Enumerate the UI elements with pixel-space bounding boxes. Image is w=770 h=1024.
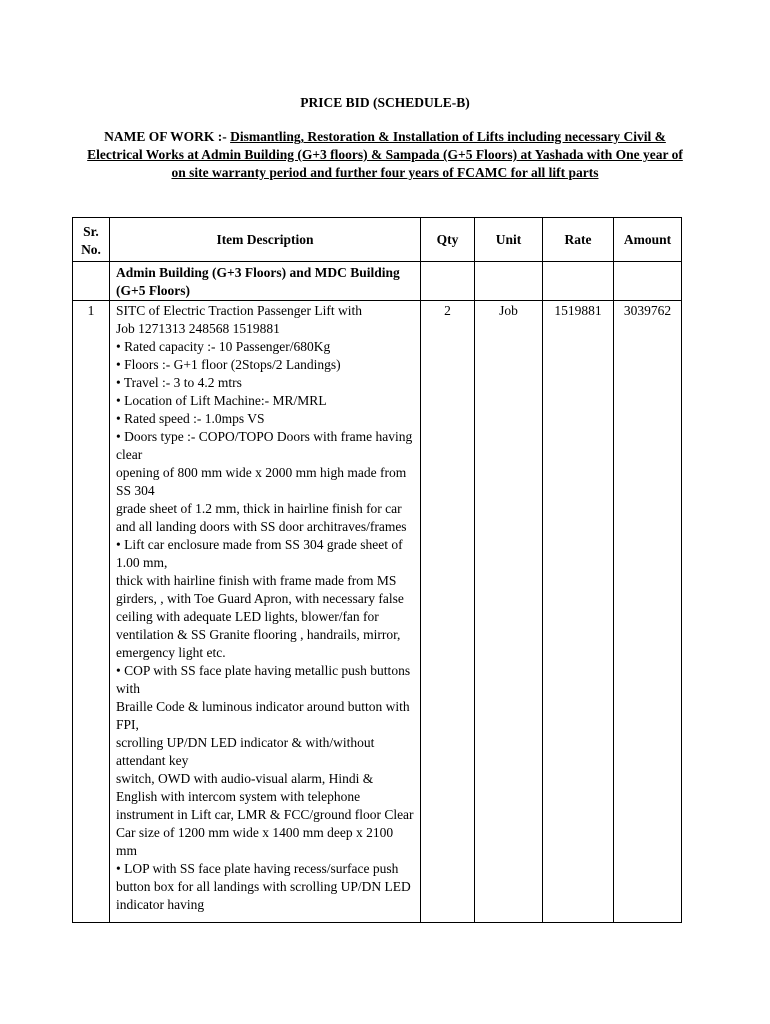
name-of-work-label: NAME OF WORK [104,129,215,144]
name-of-work-text: Dismantling, Restoration & Installation of Lifts including necessary Civil & Electrical Works at Admin Building (G+3 floors) & Sampada (G+5 Floors) at Yashada with One year of on site warranty period and further four years of FCAMC for all lift parts [87,129,683,180]
section-heading: Admin Building (G+3 Floors) and MDC Building (G+5 Floors) [110,262,421,301]
item-description [110,301,421,923]
table-header-row [73,218,682,262]
section-rate-cell [543,262,614,301]
section-qty-cell [421,262,475,301]
description-line: • LOP with SS face plate having recess/surface push button box for all landings with scrolling UP/DN LED indicator having [116,861,411,912]
item-qty: 2 [421,301,475,923]
description-line: • COP with SS face plate having metallic push buttons with [116,663,411,696]
item-amount: 3039762 [614,301,682,923]
description-line: • Lift car enclosure made from SS 304 grade sheet of 1.00 mm, [116,537,403,570]
header-unit: Unit [475,218,543,262]
description-line: • Floors :- G+1 floor (2Stops/2 Landings) [116,357,341,372]
header-qty: Qty [421,218,475,262]
description-line: • Location of Lift Machine:- MR/MRL [116,393,327,408]
name-of-work-separator: :- [214,129,231,144]
description-line: • Rated speed :- 1.0mps VS [116,411,265,426]
description-line: Job 1271313 248568 1519881 [116,321,280,336]
section-amount-cell [614,262,682,301]
description-line: • Travel :- 3 to 4.2 mtrs [116,375,242,390]
section-sr-cell [73,262,110,301]
description-line: • Rated capacity :- 10 Passenger/680Kg [116,339,331,354]
section-heading-row [73,262,682,301]
item-rate: 1519881 [543,301,614,923]
header-rate: Rate [543,218,614,262]
section-unit-cell [475,262,543,301]
header-sr-no: Sr. No. [73,218,110,262]
description-line: switch, OWD with audio-visual alarm, Hindi & English with intercom system with telephone instrument in Lift car, LMR & FCC/ground floor Clear Car size of 1200 mm wide x 1400 mm deep x 2100 mm [116,771,414,858]
description-line: thick with hairline finish with frame made from MS girders, , with Toe Guard Apron, with necessary false ceiling with adequate LED lights, blower/fan for ventilation & SS Granite flooring , handrails, mirror, emergency light etc. [116,573,404,660]
description-line: • Doors type :- COPO/TOPO Doors with frame having clear [116,429,413,462]
description-line: Braille Code & luminous indicator around button with FPI, [116,699,410,732]
table-row [73,301,682,923]
description-line: grade sheet of 1.2 mm, thick in hairline finish for car and all landing doors with SS door architraves/frames [116,501,407,534]
item-unit: Job [475,301,543,923]
price-bid-table [72,217,682,923]
description-line: scrolling UP/DN LED indicator & with/without attendant key [116,735,375,768]
name-of-work [82,128,688,182]
description-line: opening of 800 mm wide x 2000 mm high made from SS 304 [116,465,407,498]
header-amount: Amount [614,218,682,262]
header-item-description: Item Description [110,218,421,262]
document-title: PRICE BID (SCHEDULE-B) [300,95,470,110]
description-line: SITC of Electric Traction Passenger Lift with [116,303,362,318]
item-sr-no: 1 [73,301,110,923]
